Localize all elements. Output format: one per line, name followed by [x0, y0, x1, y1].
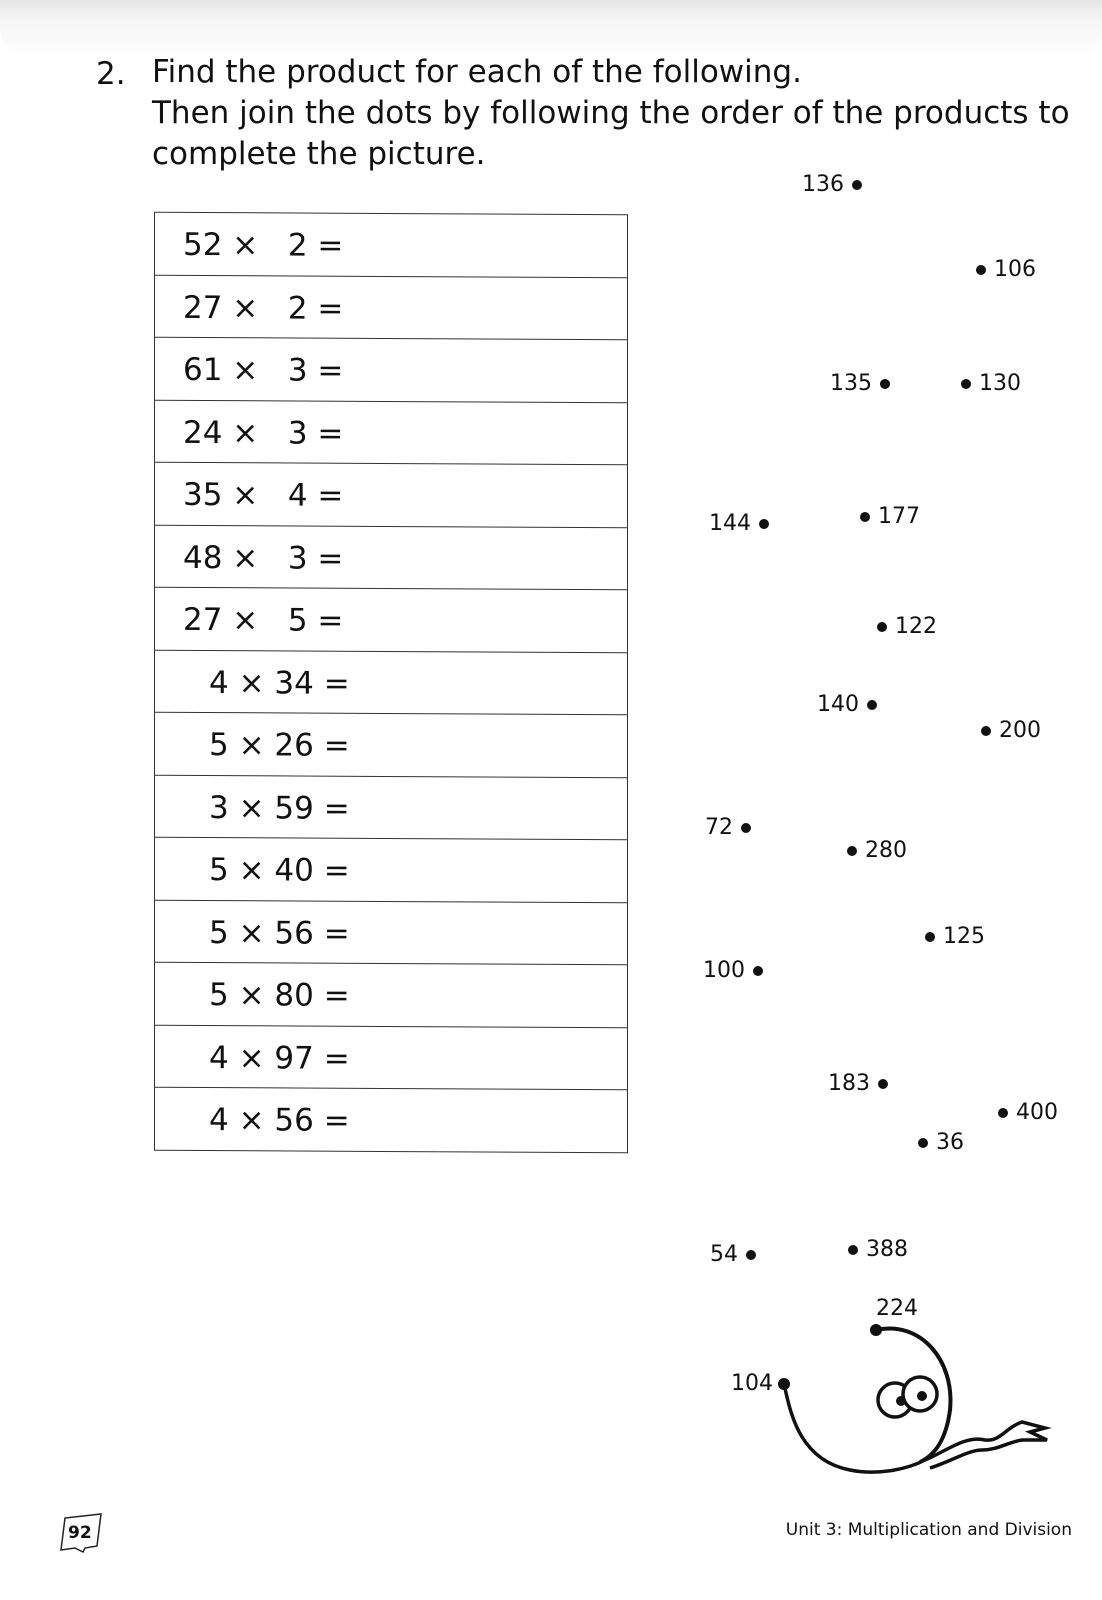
multiplication-expression: 5 × 26 =: [209, 727, 350, 764]
multiplication-expression: 24 × 3 =: [183, 414, 344, 452]
table-row: [155, 525, 627, 590]
question-line: Then join the dots by following the order of the products to: [152, 95, 1070, 131]
dot-marker: [961, 379, 971, 389]
table-row: [155, 900, 627, 965]
drawing-label-start: 224: [876, 1296, 918, 1321]
dot-label: 122: [895, 614, 937, 639]
dot-point: [852, 504, 920, 529]
multiplication-expression: 5 × 40 =: [209, 852, 350, 889]
dot-point: [839, 838, 907, 863]
dot-marker: [880, 379, 890, 389]
page-number: 92: [68, 1523, 92, 1543]
dot-point: [710, 1242, 764, 1267]
dot-point: [709, 511, 777, 536]
table-row: [155, 650, 627, 715]
table-row: [155, 1025, 627, 1090]
dot-point: [973, 718, 1041, 743]
dot-point: [840, 1237, 908, 1262]
dot-marker: [860, 512, 870, 522]
dot-label: 72: [705, 815, 733, 840]
table-row: [155, 400, 627, 465]
table-row: [155, 338, 627, 403]
multiplication-expression: 5 × 80 =: [209, 977, 350, 1014]
dot-point: [990, 1100, 1058, 1125]
multiplication-expression: 27 × 2 =: [183, 289, 344, 327]
dot-marker: [741, 823, 751, 833]
multiplication-expression: 48 × 3 =: [183, 539, 344, 577]
dot-point: [802, 172, 870, 197]
dot-label: 144: [709, 511, 751, 536]
table-row: [155, 713, 627, 778]
dot-point: [910, 1130, 964, 1155]
dot-point: [705, 815, 759, 840]
dot-label: 136: [802, 172, 844, 197]
multiplication-expression: 52 × 2 =: [183, 226, 344, 264]
dot-marker: [867, 700, 877, 710]
multiplication-expression: 27 × 5 =: [183, 601, 344, 639]
table-row: [155, 775, 627, 840]
dot-marker: [925, 932, 935, 942]
page-curl-shadow: [0, 0, 1102, 60]
multiplication-expression: 5 × 56 =: [209, 914, 350, 952]
partial-picture-drawing: [760, 1300, 1060, 1500]
dot-label: 54: [710, 1242, 738, 1267]
dot-marker: [878, 1079, 888, 1089]
dot-point: [830, 371, 898, 396]
question-text: [152, 52, 1092, 175]
table-row: [155, 275, 627, 340]
dot-label: 177: [878, 504, 920, 529]
dot-point: [817, 692, 885, 717]
footer-unit-title: Unit 3: Multiplication and Division: [785, 1520, 1072, 1540]
multiplication-expression: 61 × 3 =: [183, 351, 344, 389]
left-pupil: [896, 1396, 906, 1406]
multiplication-expression: 4 × 34 =: [209, 664, 350, 702]
dot-point: [917, 924, 985, 949]
dot-label: 125: [943, 924, 985, 949]
dot-marker: [976, 265, 986, 275]
dot-marker: [852, 180, 862, 190]
dot-label: 135: [830, 371, 872, 396]
dot-label: 36: [936, 1130, 964, 1155]
multiplication-expression: 4 × 56 =: [209, 1102, 350, 1139]
dot-label: 200: [999, 718, 1041, 743]
multiplication-expression: 35 × 4 =: [183, 476, 344, 514]
dot-label: 140: [817, 692, 859, 717]
table-row: [155, 213, 627, 278]
dot-marker: [998, 1108, 1008, 1118]
dot-label: 280: [865, 838, 907, 863]
question-line: complete the picture.: [152, 136, 486, 172]
dot-label: 183: [828, 1071, 870, 1096]
right-pupil: [917, 1391, 927, 1401]
dot-point: [869, 614, 937, 639]
question-number: 2.: [96, 56, 126, 92]
question-line: Find the product for each of the following.: [152, 54, 802, 90]
dot-point: [953, 371, 1021, 396]
table-row: [155, 963, 627, 1028]
dot-marker: [981, 726, 991, 736]
dot-marker: [848, 1245, 858, 1255]
table-row: [155, 463, 627, 528]
dot-label: 400: [1016, 1100, 1058, 1125]
multiplication-expression: 4 × 97 =: [209, 1039, 350, 1077]
dot-marker: [877, 622, 887, 632]
table-row: [155, 588, 627, 653]
dot-point: [968, 257, 1036, 282]
dot-label: 388: [866, 1237, 908, 1262]
table-row: [155, 838, 627, 903]
dot-marker: [746, 1250, 756, 1260]
dot-point: [703, 958, 771, 983]
dot-marker: [918, 1138, 928, 1148]
dot-label: 130: [979, 371, 1021, 396]
drawing-label-end: 104: [731, 1371, 773, 1396]
dot-marker: [759, 519, 769, 529]
multiplication-table: [154, 212, 628, 1153]
dot-marker: [753, 966, 763, 976]
dot-point: [828, 1071, 896, 1096]
dot-label: 106: [994, 257, 1036, 282]
dot-marker: [847, 846, 857, 856]
multiplication-expression: 3 × 59 =: [209, 789, 350, 827]
dot-label: 100: [703, 958, 745, 983]
table-row: [155, 1088, 627, 1152]
